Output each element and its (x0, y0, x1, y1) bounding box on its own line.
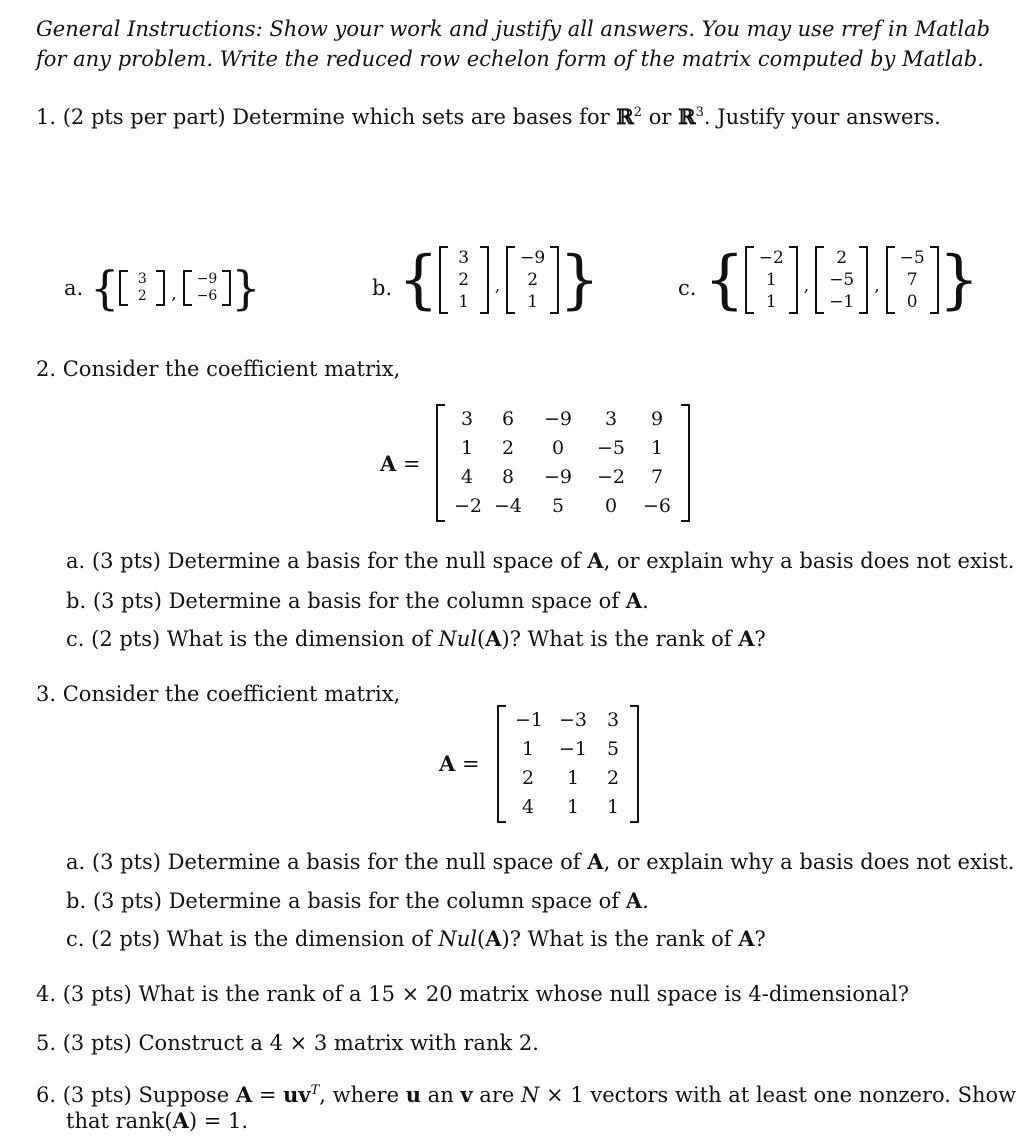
question-6-line-2: that rank(A) = 1. (66, 1108, 249, 1133)
q1a-vector-2 (183, 270, 232, 306)
right-brace: } (938, 243, 980, 317)
vector-entry: 7 (906, 270, 918, 290)
vector-entry: 1 (458, 292, 470, 312)
matrix-entry: 0 (604, 495, 618, 517)
matrix-entry: 9 (650, 408, 664, 430)
left-brace: { (704, 243, 745, 317)
q1c-vector-3 (886, 246, 939, 314)
vector-entry: −5 (899, 248, 925, 268)
vector-entry: 2 (458, 270, 470, 290)
matrix-entry: 1 (566, 796, 580, 818)
q2-part-b: b. (3 pts) Determine a basis for the column space of A. (66, 588, 649, 613)
vector-entry: 1 (765, 270, 777, 290)
vector-entry: 3 (458, 248, 470, 268)
vector-entry: 2 (527, 270, 539, 290)
q1b-vector-2 (506, 246, 559, 314)
q3-part-b: b. (3 pts) Determine a basis for the column space of A. (66, 888, 649, 913)
q1-r2: ℝ (616, 104, 634, 129)
right-brace: } (231, 261, 261, 315)
vector-entry: −9 (520, 248, 546, 268)
vector-entry: 2 (137, 288, 147, 304)
matrix-entry: 3 (604, 408, 618, 430)
matrix-entry: 2 (501, 437, 515, 459)
q1-label-b: b. (372, 276, 393, 300)
q3-text: Consider the coefficient matrix, (62, 682, 401, 706)
left-brace: { (90, 261, 120, 315)
matrix-entry: 1 (606, 796, 620, 818)
vector-entry: 0 (906, 292, 918, 312)
matrix-entry: 0 (551, 437, 565, 459)
q3-matrix-label: A = (439, 751, 480, 776)
vector-entry: −9 (196, 271, 218, 287)
general-instructions: General Instructions: Show your work and justify all answers. You may use rref in Matlab for any problem. Write the reduced row echelon form of the matrix computed by Matlab. (36, 17, 991, 71)
vector-entry: 1 (527, 292, 539, 312)
q1a-vector-1 (119, 270, 165, 306)
q1-set-b: { 3 2 1 , −9 2 1 } (398, 243, 600, 317)
q1-label-a: a. (64, 276, 84, 300)
matrix-entry: −3 (558, 709, 587, 731)
matrix-entry: 7 (650, 466, 664, 488)
matrix-entry: −9 (543, 466, 572, 488)
q1-text-end: . Justify your answers. (703, 105, 941, 129)
question-5: 5. (3 pts) Construct a 4 × 3 matrix with rank 2. (36, 1031, 539, 1055)
q1-r2-exp: 2 (633, 105, 643, 120)
q1-set-c: { −2 1 1 , 2 −5 −1 , −5 7 0 } (704, 243, 980, 317)
matrix-entry: −1 (558, 738, 587, 760)
q1-r3-exp: 3 (695, 105, 704, 120)
vector-entry: −1 (829, 292, 855, 312)
question-6: 6. (3 pts) Suppose $A = uv^T$, where u an v are N × 1 vectors with at least one nonzero. Show (36, 1082, 1017, 1107)
q3-part-c: c. (2 pts) What is the dimension of Nul(A)? What is the rank of A? (66, 926, 766, 951)
matrix-entry: −9 (543, 408, 572, 430)
matrix-entry: 1 (460, 437, 474, 459)
q1-set-a: { 3 2 , −9 −6 } (90, 256, 261, 320)
q2-text: Consider the coefficient matrix, (62, 357, 401, 381)
matrix-entry: −1 (515, 709, 544, 731)
matrix-entry: 3 (606, 709, 620, 731)
q2-number: 2. (36, 357, 57, 381)
matrix-entry: −2 (596, 466, 625, 488)
q1b-vector-1 (439, 246, 489, 314)
q2-matrix (436, 404, 690, 522)
matrix-entry: 5 (606, 738, 620, 760)
vector-entry: 2 (836, 248, 848, 268)
q2-matrix-label: A = (380, 451, 421, 476)
matrix-entry: 4 (460, 466, 474, 488)
vector-entry: 3 (137, 271, 147, 287)
matrix-entry: 2 (521, 767, 535, 789)
q1-label-c: c. (678, 276, 697, 300)
matrix-entry: 1 (650, 437, 664, 459)
matrix-entry: 3 (460, 408, 474, 430)
vector-entry: 1 (765, 292, 777, 312)
q3-number: 3. (36, 682, 57, 706)
matrix-entry: 5 (551, 495, 565, 517)
matrix-entry: −4 (493, 495, 522, 517)
q2-part-c: c. (2 pts) What is the dimension of Nul(A)? What is the rank of A? (66, 626, 766, 651)
question-1 (36, 100, 941, 130)
matrix-entry: 1 (566, 767, 580, 789)
q1-number: 1. (36, 105, 57, 129)
vector-entry: −5 (829, 270, 855, 290)
matrix-entry: 8 (501, 466, 515, 488)
matrix-entry: −2 (454, 495, 483, 517)
matrix-entry: 6 (501, 408, 515, 430)
question-3 (36, 681, 400, 707)
q1-text: (2 pts per part) Determine which sets are bases for (62, 105, 610, 129)
q2-part-a: a. (3 pts) Determine a basis for the null space of A, or explain why a basis does not exist. (66, 548, 1015, 573)
vector-entry: −2 (758, 248, 784, 268)
matrix-entry: 4 (521, 796, 535, 818)
q3-part-a: a. (3 pts) Determine a basis for the null space of A, or explain why a basis does not exist. (66, 849, 1015, 874)
q3-matrix (497, 705, 639, 823)
question-4: 4. (3 pts) What is the rank of a 15 × 20 matrix whose null space is 4-dimensional? (36, 982, 910, 1006)
matrix-entry: 1 (521, 738, 535, 760)
right-brace: } (559, 243, 600, 317)
vector-entry: −6 (196, 288, 218, 304)
q1-r3: ℝ (678, 104, 696, 129)
question-2 (36, 356, 400, 382)
matrix-entry: −6 (642, 495, 671, 517)
q1-or: or (648, 105, 672, 129)
q1c-vector-2 (815, 246, 868, 314)
matrix-entry: −5 (596, 437, 625, 459)
left-brace: { (398, 243, 439, 317)
q1c-vector-1 (745, 246, 798, 314)
matrix-entry: 2 (606, 767, 620, 789)
